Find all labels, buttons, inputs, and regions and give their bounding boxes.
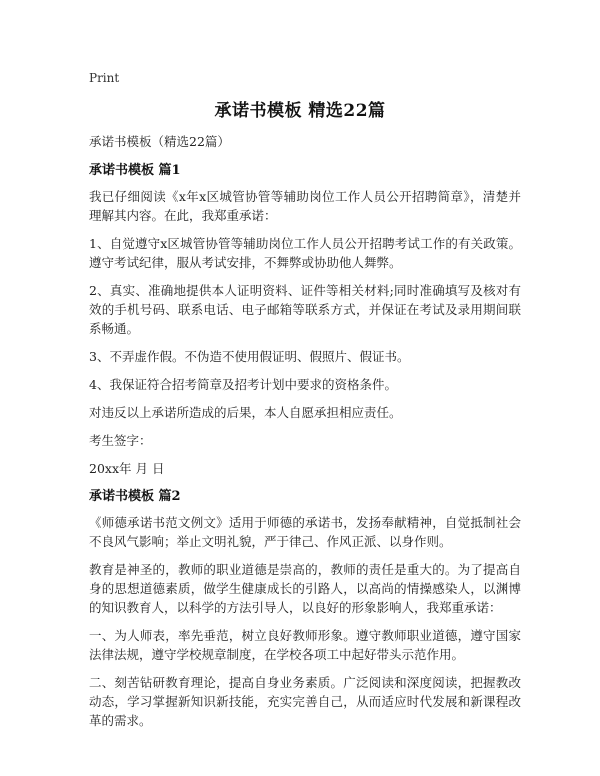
paragraph: 1、自觉遵守x区城管协管等辅助岗位工作人员公开招聘考试工作的有关政策。遵守考试纪律，服从考试安排，不舞弊或协助他人舞弊。 xyxy=(89,236,521,270)
paragraph: 我已仔细阅读《x年x区城管协管等辅助岗位工作人员公开招聘简章》，清楚并理解其内容。在此，我郑重承诺： xyxy=(89,189,521,223)
paragraph: 《师德承诺书范文例文》适用于师德的承诺书，发扬奉献精神，自觉抵制社会不良风气影响；举止文明礼貌，严于律己、作风正派、以身作则。 xyxy=(89,515,521,549)
paragraph: 教育是神圣的，教师的职业道德是崇高的，教师的责任是重大的。为了提高自身的思想道德素质，做学生健康成长的引路人，以高尚的情操感染人，以渊博的知识教育人，以科学的方法引导人，以良好的形象影响人，我郑重承诺： xyxy=(89,562,521,615)
paragraph: 二、刻苦钻研教育理论，提高自身业务素质。广泛阅读和深度阅读，把握教改动态，学习掌握新知识新技能，充实完善自己，从而适应时代发展和新课程改革的需求。 xyxy=(89,675,521,728)
paragraph: 一、为人师表，率先垂范，树立良好教师形象。遵守教师职业道德，遵守国家法律法规，遵守学校规章制度，在学校各项工中起好带头示范作用。 xyxy=(89,628,521,662)
document-content xyxy=(89,132,521,739)
paragraph: 2、真实、准确地提供本人证明资料、证件等相关材料;同时准确填写及核对有效的手机号码、联系电话、电子邮箱等联系方式，并保证在考试及录用期间联系畅通。 xyxy=(89,283,521,336)
section-2 xyxy=(89,487,521,730)
print-label: Print xyxy=(89,71,120,85)
document-subtitle: 承诺书模板（精选22篇） xyxy=(89,134,230,149)
paragraph: 对违反以上承诺所造成的后果，本人自愿承担相应责任。 xyxy=(89,405,402,420)
section-heading: 承诺书模板 篇1 xyxy=(89,163,181,178)
paragraph: 3、不弄虚作假。不伪造不使用假证明、假照片、假证书。 xyxy=(89,349,410,364)
date-line: 20xx年 月 日 xyxy=(89,461,165,476)
section-1 xyxy=(89,161,521,478)
paragraph: 4、我保证符合招考简章及招考计划中要求的资格条件。 xyxy=(89,377,397,392)
signature-label: 考生签字： xyxy=(89,433,152,448)
section-heading: 承诺书模板 篇2 xyxy=(89,489,181,504)
document-title: 承诺书模板 精选22篇 xyxy=(214,101,386,121)
